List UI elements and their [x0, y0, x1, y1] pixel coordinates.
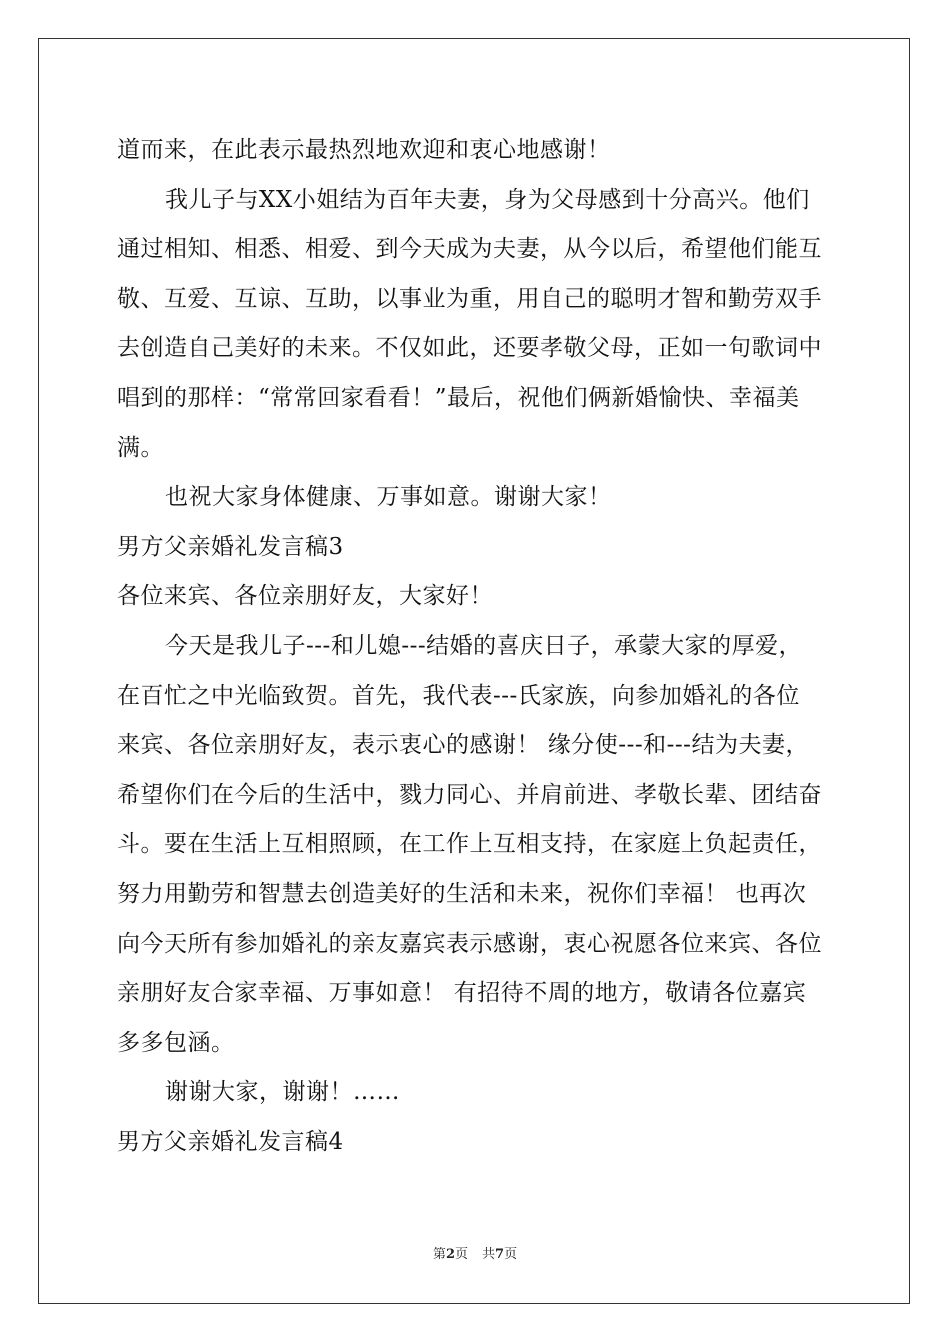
text-line: 努力用勤劳和智慧去创造美好的生活和未来，祝你们幸福！ 也再次: [117, 880, 807, 907]
page-footer: [0, 1246, 950, 1264]
text-line: 希望你们在今后的生活中，戮力同心、并肩前进、孝敬长辈、团结奋: [117, 781, 822, 808]
footer-page-suffix: 页: [454, 1247, 468, 1262]
text-line: 向今天所有参加婚礼的亲友嘉宾表示感谢，衷心祝愿各位来宾、各位: [117, 930, 822, 957]
text-line: 敬、互爱、互谅、互助，以事业为重，用自己的聪明才智和勤劳双手: [117, 285, 822, 312]
footer-total-prefix: 共: [482, 1247, 496, 1262]
text-line: 去创造自己美好的未来。不仅如此，还要孝敬父母，正如一句歌词中: [117, 335, 822, 362]
text-line: 通过相知、相悉、相爱、到今天成为夫妻，从今以后，希望他们能互: [117, 236, 822, 263]
paragraph-start: 谢谢大家，谢谢！……: [165, 1079, 400, 1106]
greeting-line: 各位来宾、各位亲朋好友，大家好！: [117, 583, 493, 610]
paragraph-start: 今天是我儿子---和儿媳---结婚的喜庆日子，承蒙大家的厚爱，: [165, 632, 803, 659]
text-line: 斗。要在生活上互相照顾，在工作上互相支持，在家庭上负起责任，: [117, 831, 822, 858]
text-line: 道而来，在此表示最热烈地欢迎和衷心地感谢！: [117, 137, 611, 163]
text-line: 多多包涵。: [117, 1029, 235, 1056]
current-page-number: 2: [445, 1247, 455, 1262]
footer-prefix: 第: [432, 1247, 446, 1262]
section-title: 男方父亲婚礼发言稿3: [117, 533, 344, 560]
paragraph-start: 我儿子与XX小姐结为百年夫妻，身为父母感到十分高兴。他们: [165, 186, 810, 213]
document-body: [117, 126, 857, 1167]
section-title: 男方父亲婚礼发言稿4: [117, 1128, 344, 1155]
text-line: 亲朋好友合家幸福、万事如意！ 有招待不周的地方，敬请各位嘉宾: [117, 980, 807, 1007]
total-pages-number: 7: [495, 1247, 505, 1262]
text-line: 唱到的那样：“常常回家看看！”最后，祝他们俩新婚愉快、幸福美: [117, 384, 800, 411]
text-line: 满。: [117, 434, 164, 461]
text-line: 在百忙之中光临致贺。首先，我代表---氏家族，向参加婚礼的各位: [117, 682, 800, 709]
text-line: 来宾、各位亲朋好友，表示衷心的感谢！ 缘分使---和---结为夫妻，: [117, 732, 809, 759]
footer-total-suffix: 页: [504, 1247, 518, 1262]
paragraph-start: 也祝大家身体健康、万事如意。谢谢大家！: [165, 484, 612, 511]
